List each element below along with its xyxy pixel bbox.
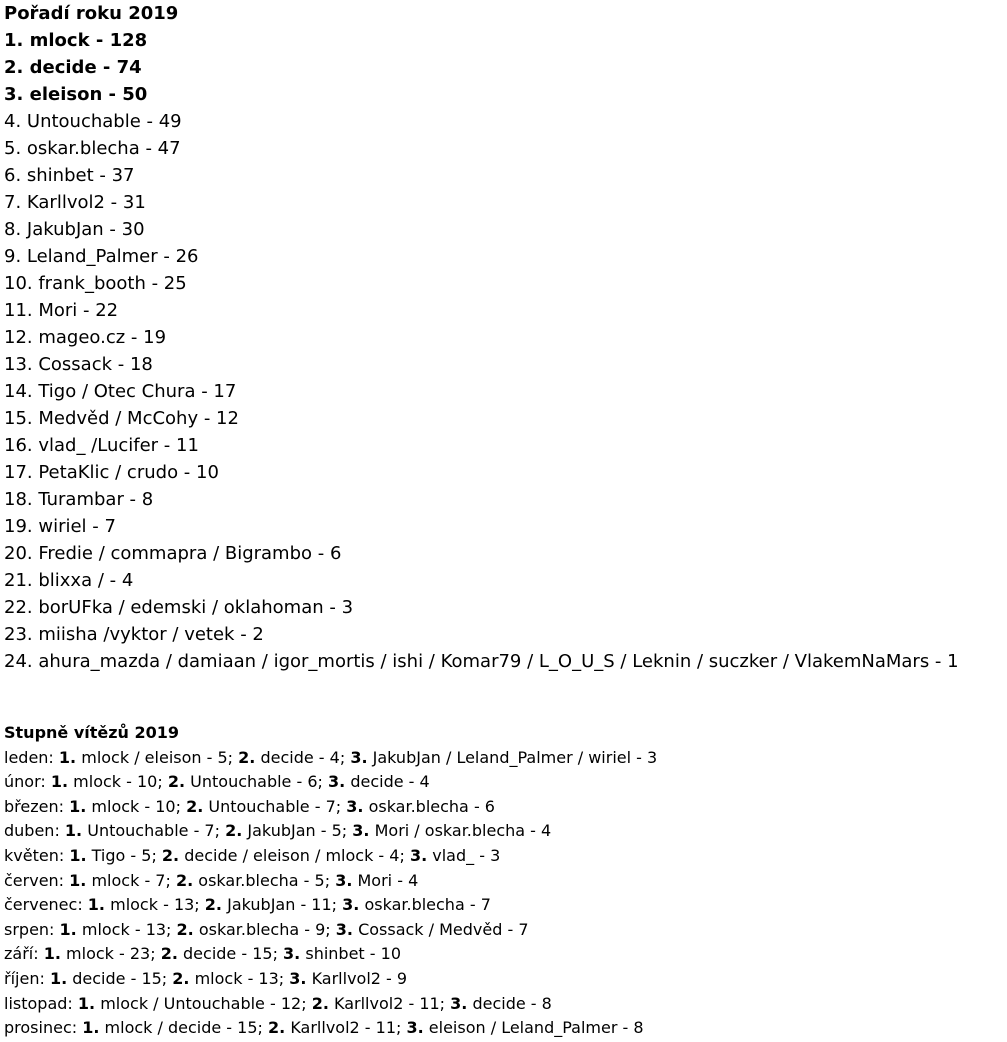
podium-place-3: 3. (342, 895, 360, 915)
podium-second: Untouchable - 6; (190, 772, 323, 792)
ranking-item: 19. wiriel - 7 (4, 516, 116, 537)
ranking-item: 11. Mori - 22 (4, 300, 119, 321)
podium-place-2: 2. (204, 895, 222, 915)
podium-month-label: duben: (4, 821, 60, 841)
podium-place-1: 1. (50, 772, 69, 792)
podium-first: mlock - 13; (110, 895, 200, 915)
podium-month-row (4, 869, 1007, 894)
podium-place-2: 2. (225, 821, 243, 841)
podium-place-3: 3. (406, 1018, 424, 1038)
section-spacer (4, 675, 1007, 721)
podium-third: decide - 4 (350, 772, 430, 792)
podium-title: Stupně vítězů 2019 (4, 723, 180, 742)
podium-month-row (4, 893, 1007, 918)
ranking-item: 9. Leland_Palmer - 26 (4, 246, 199, 267)
podium-place-3: 3. (289, 968, 307, 988)
podium-month-label: červen: (4, 870, 65, 890)
ranking-item: 8. JakubJan - 30 (4, 219, 145, 240)
ranking-item: 14. Tigo / Otec Chura - 17 (4, 381, 237, 402)
podium-first: mlock - 7; (91, 870, 171, 890)
podium-place-1: 1. (87, 895, 106, 915)
podium-third: decide - 8 (472, 993, 552, 1013)
podium-place-3: 3. (328, 772, 346, 792)
podium-third: vlad_ - 3 (432, 845, 501, 865)
podium-month-label: únor: (4, 772, 46, 792)
page-content (4, 0, 1007, 1041)
ranking-item: 2. decide - 74 (4, 57, 142, 78)
podium-second: JakubJan - 11; (227, 895, 338, 915)
podium-place-2: 2. (161, 845, 180, 865)
podium-place-1: 1. (59, 919, 77, 939)
podium-place-2: 2. (268, 1018, 286, 1038)
podium-place-3: 3. (450, 993, 468, 1013)
podium-place-2: 2. (160, 944, 178, 964)
ranking-item: 17. PetaKlic / crudo - 10 (4, 462, 219, 483)
podium-place-2: 2. (172, 968, 190, 988)
podium-second: Karllvol2 - 11; (334, 993, 446, 1013)
podium-second: decide / eleison / mlock - 4; (184, 845, 405, 865)
podium-first: mlock - 10; (91, 796, 181, 816)
podium-month-label: listopad: (4, 993, 73, 1013)
podium-place-2: 2. (238, 747, 256, 767)
podium-month-row (4, 942, 1007, 967)
ranking-list (4, 27, 1007, 675)
podium-first: mlock / decide - 15; (104, 1018, 263, 1038)
ranking-item: 13. Cossack - 18 (4, 354, 153, 375)
podium-place-1: 1. (43, 944, 61, 964)
podium-third: Cossack / Medvěd - 7 (358, 919, 529, 939)
podium-place-2: 2. (186, 796, 204, 816)
podium-third: JakubJan / Leland_Palmer / wiriel - 3 (372, 747, 658, 767)
ranking-item: 18. Turambar - 8 (4, 489, 154, 510)
ranking-item: 4. Untouchable - 49 (4, 111, 182, 132)
podium-second: oskar.blecha - 9; (198, 919, 331, 939)
podium-month-label: září: (4, 944, 39, 964)
podium-third: shinbet - 10 (305, 944, 401, 964)
podium-place-1: 1. (69, 845, 87, 865)
podium-month-row (4, 967, 1007, 992)
podium-month-row (4, 844, 1007, 869)
podium-place-1: 1. (69, 796, 87, 816)
ranking-item: 1. mlock - 128 (4, 30, 148, 51)
ranking-item: 7. Karllvol2 - 31 (4, 192, 146, 213)
podium-place-1: 1. (64, 821, 83, 841)
podium-place-3: 3. (409, 845, 428, 865)
podium-month-row (4, 746, 1007, 771)
ranking-title: Pořadí roku 2019 (4, 3, 179, 24)
podium-place-1: 1. (77, 993, 96, 1013)
ranking-item: 15. Medvěd / McCohy - 12 (4, 408, 239, 429)
podium-second: oskar.blecha - 5; (198, 870, 331, 890)
podium-place-3: 3. (352, 821, 370, 841)
podium-second: mlock - 13; (194, 968, 285, 988)
ranking-item: 21. blixxa / - 4 (4, 570, 134, 591)
podium-first: Untouchable - 7; (87, 821, 220, 841)
podium-place-2: 2. (175, 870, 194, 890)
podium-first: mlock / Untouchable - 12; (100, 993, 307, 1013)
podium-month-row (4, 1016, 1007, 1041)
podium-month-label: srpen: (4, 919, 55, 939)
podium-second: decide - 15; (183, 944, 278, 964)
podium-second: decide - 4; (260, 747, 346, 767)
podium-third: Mori - 4 (357, 870, 419, 890)
podium-place-2: 2. (311, 993, 329, 1013)
podium-month-label: prosinec: (4, 1018, 78, 1038)
podium-first: mlock / eleison - 5; (81, 747, 234, 767)
podium-month-row (4, 770, 1007, 795)
podium-first: mlock - 10; (73, 772, 163, 792)
ranking-item: 3. eleison - 50 (4, 84, 148, 105)
podium-month-label: leden: (4, 747, 54, 767)
podium-month-label: březen: (4, 796, 64, 816)
ranking-item: 6. shinbet - 37 (4, 165, 135, 186)
podium-first: Tigo - 5; (91, 845, 157, 865)
podium-place-3: 3. (335, 870, 353, 890)
ranking-item: 12. mageo.cz - 19 (4, 327, 167, 348)
podium-month-label: říjen: (4, 968, 45, 988)
podium-first: decide - 15; (72, 968, 168, 988)
podium-place-3: 3. (335, 919, 353, 939)
podium-third: Karllvol2 - 9 (311, 968, 408, 988)
podium-month-row (4, 795, 1007, 820)
podium-first: mlock - 13; (81, 919, 172, 939)
podium-second: Untouchable - 7; (208, 796, 342, 816)
podium-month-label: květen: (4, 845, 65, 865)
podium-month-label: červenec: (4, 895, 83, 915)
podium-place-3: 3. (350, 747, 368, 767)
podium-place-2: 2. (176, 919, 194, 939)
podium-place-3: 3. (283, 944, 301, 964)
podium-second: JakubJan - 5; (247, 821, 348, 841)
podium-month-row (4, 918, 1007, 943)
podium-place-1: 1. (58, 747, 77, 767)
ranking-item: 10. frank_booth - 25 (4, 273, 187, 294)
podium-place-1: 1. (49, 968, 68, 988)
podium-month-row (4, 819, 1007, 844)
podium-list (4, 746, 1007, 1041)
podium-first: mlock - 23; (66, 944, 156, 964)
podium-third: oskar.blecha - 6 (368, 796, 495, 816)
ranking-item: 23. miisha /vyktor / vetek - 2 (4, 624, 264, 645)
podium-place-1: 1. (82, 1018, 100, 1038)
podium-third: eleison / Leland_Palmer - 8 (428, 1018, 644, 1038)
ranking-item: 5. oskar.blecha - 47 (4, 138, 181, 159)
podium-third: Mori / oskar.blecha - 4 (374, 821, 552, 841)
ranking-item: 16. vlad_ /Lucifer - 11 (4, 435, 199, 456)
podium-third: oskar.blecha - 7 (364, 895, 491, 915)
ranking-item: 20. Fredie / commapra / Bigrambo - 6 (4, 543, 342, 564)
podium-second: Karllvol2 - 11; (290, 1018, 402, 1038)
podium-place-3: 3. (346, 796, 364, 816)
podium-place-1: 1. (69, 870, 87, 890)
podium-place-2: 2. (167, 772, 186, 792)
ranking-item: 22. borUFka / edemski / oklahoman - 3 (4, 597, 354, 618)
ranking-item: 24. ahura_mazda / damiaan / igor_mortis / ishi / Komar79 / L_O_U_S / Leknin / suczker / VlakemNaMars - 1 (4, 651, 959, 672)
podium-month-row (4, 992, 1007, 1017)
